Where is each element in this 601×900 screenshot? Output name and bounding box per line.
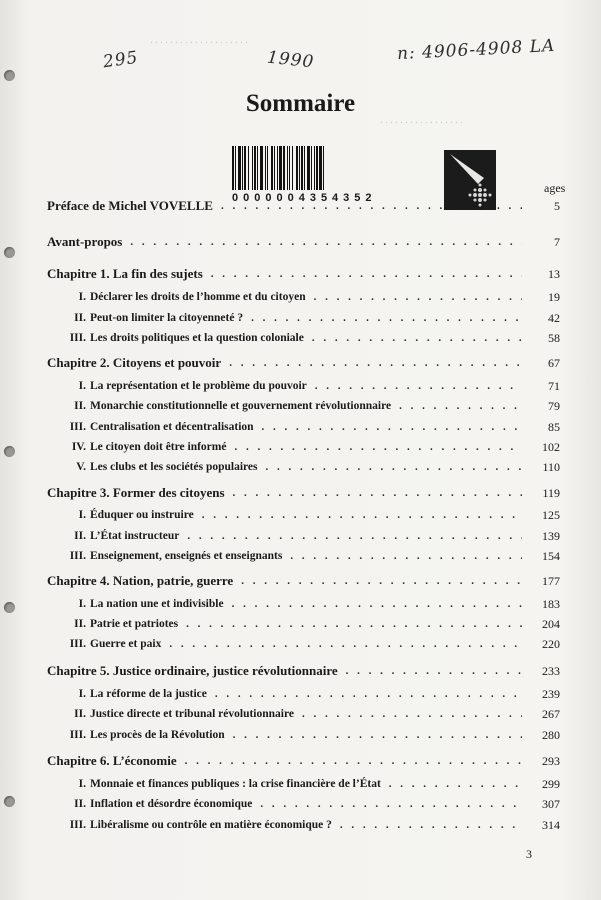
toc-section-row bbox=[60, 440, 560, 454]
toc-section-number: II. bbox=[74, 400, 86, 412]
toc-section-row bbox=[60, 420, 560, 434]
toc-section-number: III. bbox=[69, 332, 86, 344]
toc-section-row bbox=[60, 399, 560, 413]
toc-dot-leader bbox=[389, 777, 522, 791]
toc-section-number: III. bbox=[69, 729, 86, 741]
toc-page-number: 58 bbox=[548, 331, 560, 345]
toc-section-row bbox=[60, 637, 560, 651]
toc-dot-leader bbox=[262, 420, 522, 434]
toc-page-number: 67 bbox=[548, 356, 560, 370]
toc-dot-leader bbox=[241, 574, 522, 588]
toc-chapter-row bbox=[47, 754, 560, 768]
binder-hole bbox=[4, 796, 15, 807]
toc-entry-label: La nation une et indivisible bbox=[90, 598, 224, 610]
toc-page-number: 204 bbox=[542, 617, 560, 631]
binder-hole bbox=[4, 602, 15, 613]
toc-page-number: 233 bbox=[542, 664, 560, 678]
toc-page-number: 314 bbox=[542, 818, 560, 832]
toc-entry-label: Préface de Michel VOVELLE bbox=[47, 198, 213, 213]
toc-entry-label: Monnaie et finances publiques : la crise financière de l’État bbox=[90, 778, 381, 790]
toc-entry-label: Peut-on limiter la citoyenneté ? bbox=[90, 312, 244, 324]
toc-dot-leader bbox=[187, 529, 522, 543]
toc-section-row bbox=[60, 597, 560, 611]
toc-entry-label: Centralisation et décentralisation bbox=[90, 421, 254, 433]
binder-hole bbox=[4, 70, 15, 81]
toc-entry-label: Guerre et paix bbox=[90, 638, 162, 650]
toc-page-number: 183 bbox=[542, 597, 560, 611]
toc-dot-leader bbox=[251, 311, 522, 325]
toc-section-row bbox=[60, 797, 560, 811]
toc-entry-label: Justice directe et tribunal révolutionnaire bbox=[90, 708, 294, 720]
toc-section-row bbox=[60, 290, 560, 304]
toc-page-number: 5 bbox=[554, 199, 560, 213]
toc-entry-label: Chapitre 5. Justice ordinaire, justice révolutionnaire bbox=[47, 663, 338, 678]
toc-dot-leader bbox=[211, 267, 522, 281]
toc-page-number: 267 bbox=[542, 707, 560, 721]
toc-dot-leader bbox=[312, 331, 522, 345]
toc-entry-label: Avant-propos bbox=[47, 234, 123, 249]
toc-page-number: 79 bbox=[548, 399, 560, 413]
toc-page-number: 154 bbox=[542, 549, 560, 563]
toc-section-row bbox=[60, 617, 560, 631]
toc-dot-leader bbox=[232, 597, 522, 611]
bleed-through-text: · · · · · · · · · · · · · · · · · bbox=[380, 118, 463, 129]
page-number: 3 bbox=[526, 847, 532, 861]
toc-dot-leader bbox=[234, 440, 522, 454]
toc-dot-leader bbox=[340, 818, 522, 832]
toc-entry-label: Enseignement, enseignés et enseignants bbox=[90, 550, 283, 562]
toc-page-number: 71 bbox=[548, 379, 560, 393]
toc-section-number: II. bbox=[74, 530, 86, 542]
toc-entry-label: Les clubs et les sociétés populaires bbox=[90, 461, 258, 473]
toc-section-number: V. bbox=[76, 461, 86, 473]
toc-front-row bbox=[47, 235, 560, 249]
toc-entry-label: Monarchie constitutionnelle et gouvernement révolutionnaire bbox=[90, 400, 392, 412]
toc-section-row bbox=[60, 549, 560, 563]
toc-section-row bbox=[60, 311, 560, 325]
toc-entry-label: Chapitre 3. Former des citoyens bbox=[47, 485, 225, 500]
toc-section-number: III. bbox=[69, 421, 86, 433]
toc-section-row bbox=[60, 777, 560, 791]
toc-page-number: 125 bbox=[542, 508, 560, 522]
barcode-bars bbox=[232, 146, 438, 190]
toc-chapter-row bbox=[47, 267, 560, 281]
toc-dot-leader bbox=[202, 508, 522, 522]
toc-entry-label: Chapitre 4. Nation, patrie, guerre bbox=[47, 573, 234, 588]
toc-section-row bbox=[60, 728, 560, 742]
toc-page-number: 85 bbox=[548, 420, 560, 434]
toc-entry-label: Chapitre 6. L’économie bbox=[47, 753, 177, 768]
toc-dot-leader bbox=[315, 379, 522, 393]
toc-page-number: 293 bbox=[542, 754, 560, 768]
toc-chapter-row bbox=[47, 486, 560, 500]
toc-page-number: 220 bbox=[542, 637, 560, 651]
toc-entry-label: Chapitre 1. La fin des sujets bbox=[47, 266, 203, 281]
toc-section-number: I. bbox=[78, 778, 86, 790]
toc-chapter-row bbox=[47, 356, 560, 370]
toc-page-number: 307 bbox=[542, 797, 560, 811]
toc-entry-label: Les droits politiques et la question coloniale bbox=[90, 332, 304, 344]
toc-page-number: 119 bbox=[542, 486, 560, 500]
toc-section-number: I. bbox=[78, 509, 86, 521]
toc-dot-leader bbox=[260, 797, 522, 811]
toc-dot-leader bbox=[185, 754, 522, 768]
toc-dot-leader bbox=[346, 664, 522, 678]
barcode-space bbox=[324, 146, 326, 190]
toc-page-number: 19 bbox=[548, 290, 560, 304]
toc-entry-label: La réforme de la justice bbox=[90, 688, 207, 700]
page-title: Sommaire bbox=[245, 90, 356, 117]
toc-dot-leader bbox=[233, 486, 522, 500]
toc-section-row bbox=[60, 529, 560, 543]
toc-section-number: III. bbox=[69, 819, 86, 831]
toc-section-number: I. bbox=[78, 380, 86, 392]
toc-dot-leader bbox=[169, 637, 522, 651]
toc-page-number: 7 bbox=[554, 235, 560, 249]
binder-hole bbox=[4, 446, 15, 457]
toc-entry-label: Déclarer les droits de l’homme et du citoyen bbox=[90, 291, 306, 303]
toc-page-number: 280 bbox=[542, 728, 560, 742]
toc-section-number: III. bbox=[69, 550, 86, 562]
toc-entry-label: Patrie et patriotes bbox=[90, 618, 179, 630]
toc-chapter-row bbox=[47, 574, 560, 588]
toc-section-number: II. bbox=[74, 798, 86, 810]
toc-section-number: I. bbox=[78, 688, 86, 700]
toc-dot-leader bbox=[215, 687, 522, 701]
toc-front-row bbox=[47, 199, 560, 213]
toc-section-row bbox=[60, 687, 560, 701]
toc-section-number: II. bbox=[74, 618, 86, 630]
toc-entry-label: Les procès de la Révolution bbox=[90, 729, 225, 741]
toc-dot-leader bbox=[229, 356, 522, 370]
toc-dot-leader bbox=[399, 399, 522, 413]
toc-dot-leader bbox=[290, 549, 522, 563]
toc-section-row bbox=[60, 707, 560, 721]
toc-page-number: 102 bbox=[542, 440, 560, 454]
handwritten-annotation-year: 1990 bbox=[266, 47, 316, 73]
toc-page-number: 139 bbox=[542, 529, 560, 543]
toc-section-number: II. bbox=[74, 312, 86, 324]
toc-page-number: 110 bbox=[542, 460, 560, 474]
toc-dot-leader bbox=[302, 707, 522, 721]
toc-section-row bbox=[60, 331, 560, 345]
toc-entry-label: Libéralisme ou contrôle en matière économique ? bbox=[90, 819, 332, 831]
toc-section-number: IV. bbox=[71, 441, 86, 453]
toc-section-number: I. bbox=[78, 598, 86, 610]
toc-entry-label: L’État instructeur bbox=[90, 530, 180, 542]
toc-entry-label: Chapitre 2. Citoyens et pouvoir bbox=[47, 355, 222, 370]
toc-dot-leader bbox=[266, 460, 523, 474]
toc-dot-leader bbox=[130, 235, 522, 249]
toc-page-number: 239 bbox=[542, 687, 560, 701]
toc-page-number: 299 bbox=[542, 777, 560, 791]
toc-dot-leader bbox=[221, 199, 522, 213]
binder-hole bbox=[4, 247, 15, 258]
toc-section-number: II. bbox=[74, 708, 86, 720]
toc-chapter-row bbox=[47, 664, 560, 678]
toc-dot-leader bbox=[186, 617, 522, 631]
toc-entry-label: La représentation et le problème du pouvoir bbox=[90, 380, 307, 392]
toc-section-number: III. bbox=[69, 638, 86, 650]
toc-entry-label: Le citoyen doit être informé bbox=[90, 441, 227, 453]
pages-column-header: ages bbox=[544, 181, 566, 195]
toc-dot-leader bbox=[314, 290, 522, 304]
toc-entry-label: Inflation et désordre économique bbox=[90, 798, 253, 810]
handwritten-annotation-catalog: n: 4906-4908 LA bbox=[396, 35, 556, 65]
bleed-through-text: · · · · · · · · · · · · · · · · · · · · bbox=[150, 38, 248, 49]
toc-section-row bbox=[60, 460, 560, 474]
toc-page-number: 177 bbox=[542, 574, 560, 588]
handwritten-annotation-left: 295 bbox=[101, 47, 140, 73]
toc-page-number: 42 bbox=[548, 311, 560, 325]
toc-section-row bbox=[60, 818, 560, 832]
toc-section-number: I. bbox=[78, 291, 86, 303]
toc-section-row bbox=[60, 508, 560, 522]
toc-entry-label: Éduquer ou instruire bbox=[90, 509, 194, 521]
toc-section-row bbox=[60, 379, 560, 393]
toc-page-number: 13 bbox=[548, 267, 560, 281]
toc-dot-leader bbox=[233, 728, 522, 742]
barcode-number: 0000004354352 bbox=[232, 192, 377, 204]
